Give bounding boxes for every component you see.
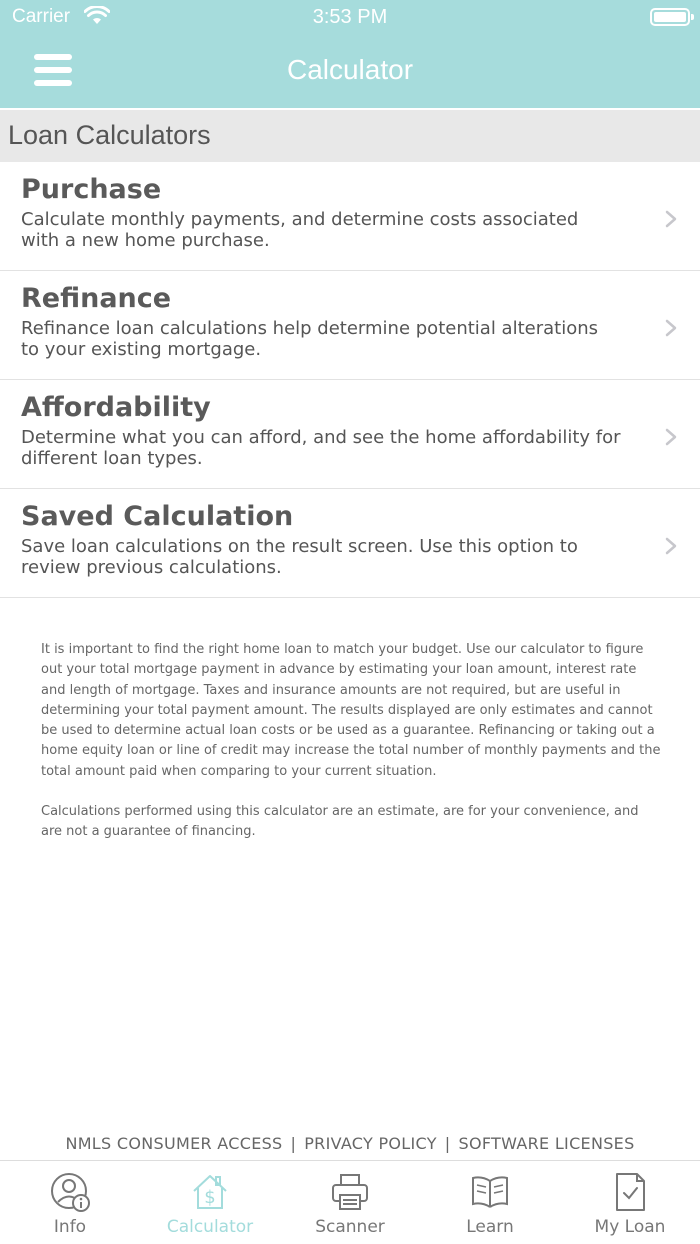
chevron-right-icon [664,537,678,555]
row-title: Purchase [21,174,162,205]
row-description: Determine what you can afford, and see the home affordability for different loan types. [21,427,621,469]
tab-scanner[interactable] [280,1161,420,1244]
svg-text:$: $ [204,1187,216,1208]
clock-time: 3:53 PM [312,6,388,28]
calculator-row-purchase[interactable] [0,162,700,271]
tab-calculator[interactable] [140,1161,280,1244]
tab-label: Learn [466,1217,514,1237]
footer-links [0,1134,700,1153]
tab-learn[interactable] [420,1161,560,1244]
row-title: Refinance [21,283,172,314]
chevron-right-icon [664,210,678,228]
tab-label: Info [53,1217,87,1237]
software-licenses-link[interactable]: SOFTWARE LICENSES [458,1134,635,1153]
privacy-policy-link[interactable]: PRIVACY POLICY [304,1134,437,1153]
row-description: Refinance loan calculations help determine potential alterations to your existing mortgage. [21,318,598,360]
chevron-right-icon [664,428,678,446]
section-header [0,110,700,162]
section-title: Loan Calculators [8,120,211,150]
tab-info[interactable] [0,1161,140,1244]
footer-separator: | [444,1134,451,1153]
printer-icon [330,1171,370,1213]
disclaimer-paragraph: It is important to find the right home loan to match your budget. Use our calculator to figure out your total mortgage payment in advance by estimating your loan amount, interest rate and length of mortgage. Taxes and insurance amounts are not required, but are useful in determining your total payment amount. The results displayed are only estimates and cannot be used to determine actual loan costs or be used as a guarantee. Refinancing or taking out a home equity loan or line of credit may increase the total number of monthly payments and the total amount paid when comparing to your current situation. [41,642,661,779]
battery-icon [650,8,690,26]
calculator-list [0,162,700,598]
tab-bar [0,1160,700,1244]
navigation-header [0,0,700,108]
disclaimer-text [41,640,661,843]
calculator-row-refinance[interactable] [0,271,700,380]
carrier-label: Carrier [12,6,71,27]
disclaimer-paragraph: Calculations performed using this calculator are an estimate, are for your convenience, and are not a guarantee of financing. [41,804,639,840]
status-bar [0,0,700,36]
row-title: Saved Calculation [21,501,294,532]
tab-label: Calculator [166,1217,254,1237]
tab-my-loan[interactable] [560,1161,700,1244]
document-check-icon [610,1171,650,1213]
house-dollar-icon [190,1171,230,1213]
footer-separator: | [290,1134,297,1153]
row-description: Save loan calculations on the result screen. Use this option to review previous calculations. [21,536,578,578]
row-description: Calculate monthly payments, and determine costs associated with a new home purchase. [21,209,579,251]
chevron-right-icon [664,319,678,337]
tab-label: My Loan [594,1217,666,1237]
row-title: Affordability [21,392,211,423]
nmls-consumer-access-link[interactable]: NMLS CONSUMER ACCESS [65,1134,283,1153]
calculator-row-saved-calculation[interactable] [0,489,700,598]
user-info-icon [50,1171,90,1213]
page-title: Calculator [286,54,414,85]
calculator-row-affordability[interactable] [0,380,700,489]
tab-label: Scanner [315,1217,385,1237]
open-book-icon [470,1171,510,1213]
